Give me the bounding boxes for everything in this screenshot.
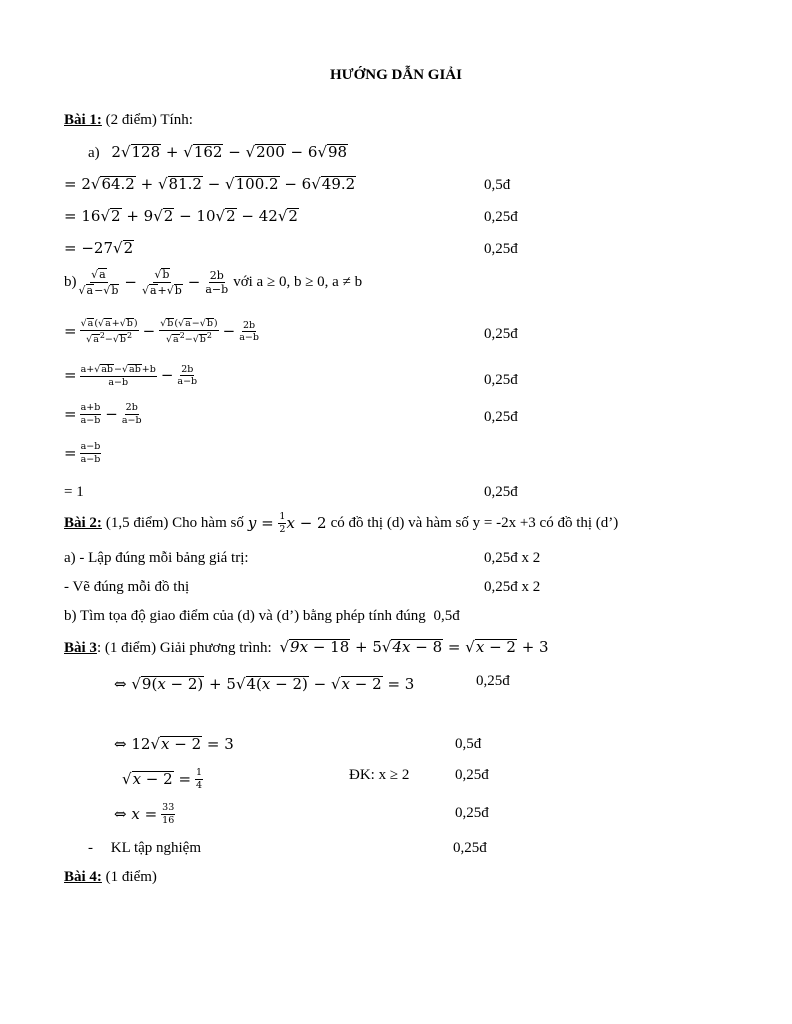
- bai2-row-draw-score: 0,25đ x 2: [484, 579, 541, 595]
- bai4-intro: (1 điểm): [105, 869, 157, 885]
- bai1-a-step3: = −27√2: [64, 239, 134, 257]
- bai2-row-a: a) - Lập đúng mỗi bảng giá trị:: [64, 550, 249, 566]
- bai1-b-final: = 1: [64, 484, 84, 500]
- bai1-heading: [64, 113, 193, 128]
- bai3-step3: √x − 2 = $\frac{1}{4}$: [122, 767, 203, 791]
- bai3-step2: ⇔ 12√x − 2 = 3: [114, 735, 234, 753]
- bai1-b-step2: = $\frac{a+√ab-√ab+b}{a-b}$ − $\frac{2b}{a-b}$: [64, 363, 198, 388]
- bai1-a-step1-score: 0,5đ: [484, 177, 511, 193]
- bai3-step3-score: 0,25đ: [455, 767, 489, 783]
- bai1-a-step3-score: 0,25đ: [484, 241, 518, 257]
- bai3-conclusion-text: KL tập nghiệm: [110, 840, 202, 856]
- bai1-b-step4: = $\frac{a-b}{a-b}$: [64, 441, 101, 465]
- bai2-heading: Bài 2: (1,5 điểm) Cho hàm số y = $\frac{1}{2}$ x − 2 có đồ thị (d) và hàm số y = -2x +3 có đồ thị (d’): [64, 511, 619, 535]
- bai1-b-step3: = $\frac{a+b}{a-b}$ − $\frac{2b}{a-b}$: [64, 402, 142, 426]
- page-title: HƯỚNG DẪN GIẢI: [330, 67, 462, 83]
- bai2-row-b-score: 0,5đ: [433, 608, 460, 624]
- bai4-heading: [64, 870, 157, 885]
- bai1-b-label: b): [64, 273, 77, 290]
- bai1-a-label: a): [88, 145, 100, 161]
- bai2-row-a-score: 0,25đ x 2: [484, 550, 541, 566]
- bai2-intro-pre: (1,5 điểm) Cho hàm số: [105, 514, 244, 531]
- bai1-a-step2: = 16√2 + 9√2 − 10√2 − 42√2: [64, 207, 298, 225]
- bai3-label: Bài 3: [64, 640, 97, 656]
- bai3-step4: ⇔ x = $\frac{33}{16}$: [114, 802, 175, 826]
- bai1-b-step1: = $\frac{√a(√a+√b)}{√a^2-√b^2}$ − $\frac{√b(√a-√b)}{√a^2-√b^2}$ − $\frac{2b}{a-b}$: [64, 318, 259, 346]
- bai4-label: Bài 4:: [64, 869, 102, 885]
- bai2-row-b: [64, 609, 460, 624]
- bai3-step2-score: 0,5đ: [455, 736, 482, 752]
- bai3-conclusion-dash: -: [88, 840, 93, 856]
- bai2-intro-post: có đồ thị (d) và hàm số y = -2x +3 có đồ thị (d’): [330, 514, 619, 531]
- bai2-row-draw: - Vẽ đúng mỗi đồ thị: [64, 579, 190, 595]
- bai1-b-problem: b) $\frac{√a}{√a-√b}$ − $\frac{√b}{√a+√b}$ − $\frac{2b}{a-b}$ với a ≥ 0, b ≥ 0, a ≠ b: [64, 268, 363, 297]
- bai3-step1: ⇔ √9(x − 2) + 5√4(x − 2) − √x − 2 = 3: [114, 675, 415, 693]
- bai1-b-step1-score: 0,25đ: [484, 326, 518, 342]
- bai3-intro: : (1 điểm) Giải phương trình:: [96, 640, 272, 656]
- bai1-label: Bài 1:: [64, 112, 102, 128]
- bai1-a-problem: a) 2√128 + √162 − √200 − 6√98: [88, 143, 348, 161]
- bai3-condition: ĐK: x ≥ 2: [349, 767, 410, 783]
- bai2-label: Bài 2:: [64, 514, 102, 531]
- bai3-step1-score: 0,25đ: [476, 673, 510, 689]
- bai1-a-step1: = 2√64.2 + √81.2 − √100.2 − 6√49.2: [64, 175, 356, 193]
- bai1-b-step2-score: 0,25đ: [484, 372, 518, 388]
- bai3-conclusion-score: 0,25đ: [453, 840, 487, 856]
- bai1-a-step2-score: 0,25đ: [484, 209, 518, 225]
- bai1-intro: (2 điểm) Tính:: [105, 112, 193, 128]
- bai3-conclusion: [88, 841, 201, 856]
- bai3-step4-score: 0,25đ: [455, 805, 489, 821]
- bai2-row-b-text: b) Tìm tọa độ giao điểm của (d) và (d’) bằng phép tính đúng: [64, 608, 426, 624]
- bai1-b-condition: với a ≥ 0, b ≥ 0, a ≠ b: [233, 273, 363, 290]
- bai1-b-final-score: 0,25đ: [484, 484, 518, 500]
- bai1-b-step3-score: 0,25đ: [484, 409, 518, 425]
- bai3-heading: Bài 3: (1 điểm) Giải phương trình: √9x − 18 + 5√4x − 8 = √x − 2 + 3: [64, 638, 549, 656]
